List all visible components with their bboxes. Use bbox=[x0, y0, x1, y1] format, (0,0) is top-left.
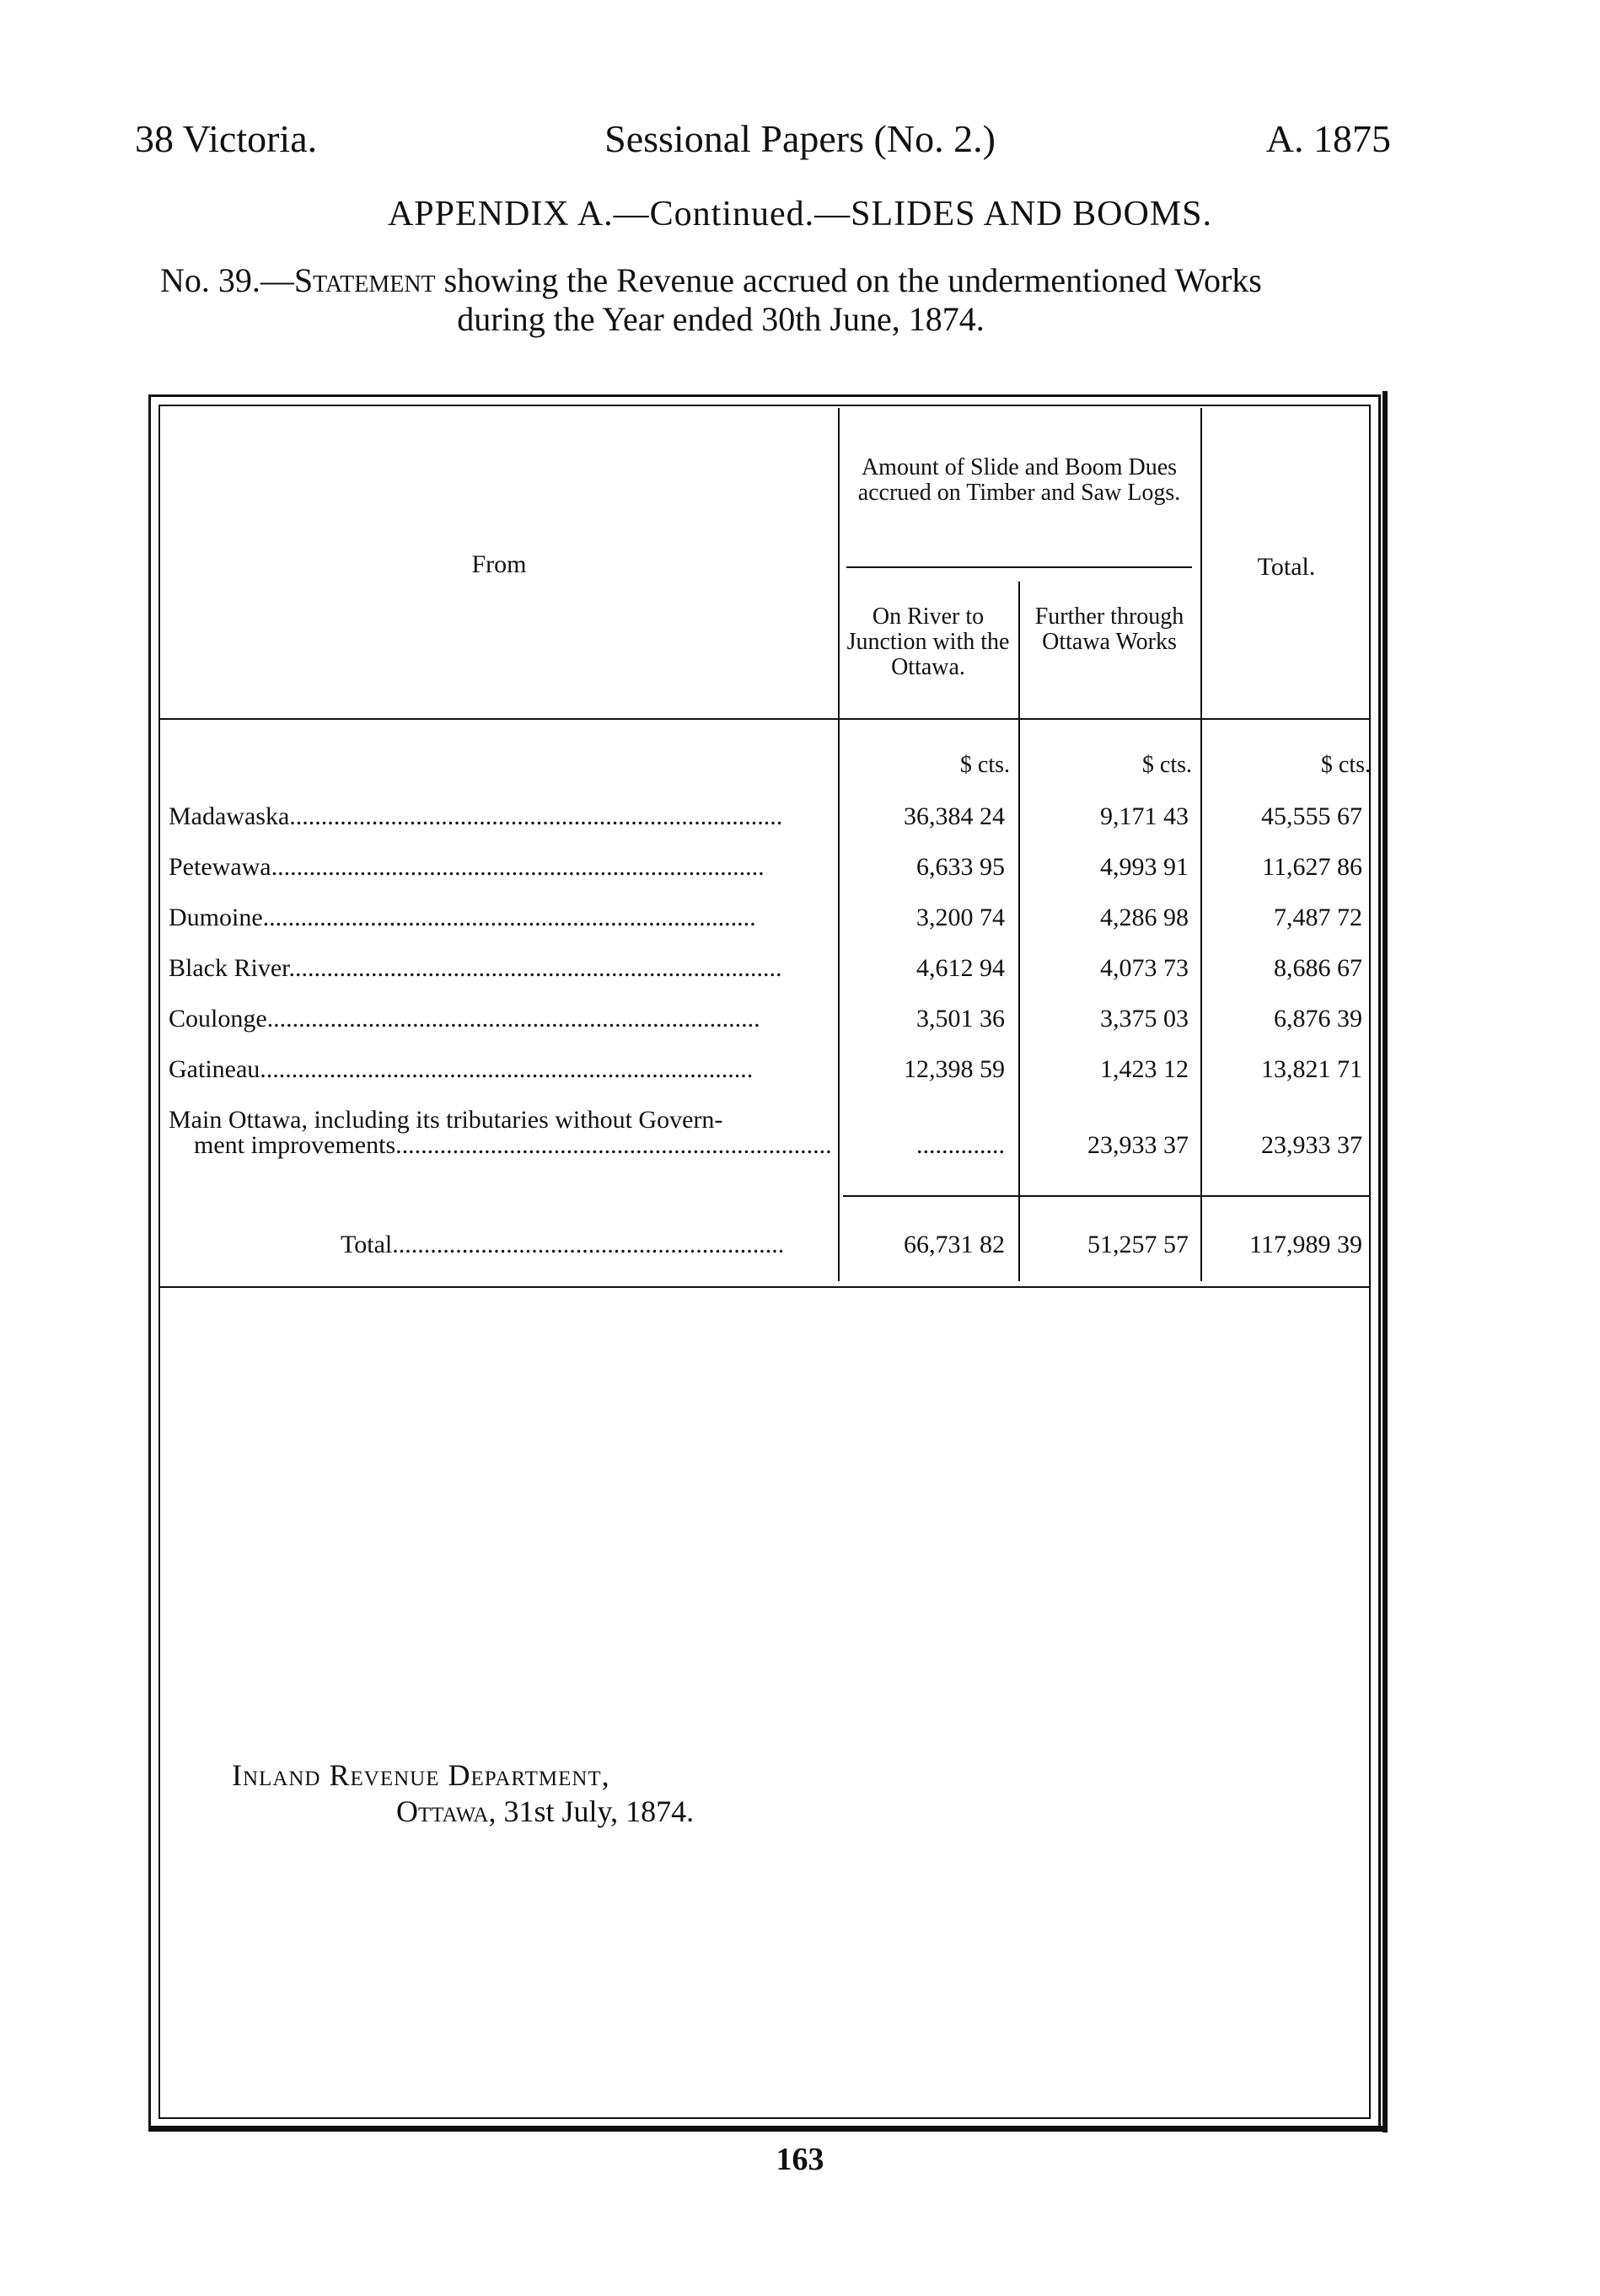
cell-total: 11,627 86 bbox=[1262, 853, 1362, 881]
cell-total-further: 51,257 57 bbox=[1087, 1231, 1189, 1258]
row-label-gatineau: Gatineau.............................................................................. bbox=[169, 1055, 754, 1083]
cell-further: 1,423 12 bbox=[1100, 1055, 1189, 1083]
cell-total-river: 66,731 82 bbox=[904, 1231, 1005, 1258]
row-label-petewawa: Petewawa.............................................................................. bbox=[169, 853, 765, 881]
footer-place: Ottawa bbox=[396, 1794, 489, 1828]
cell-total: 8,686 67 bbox=[1274, 954, 1362, 982]
cell-total: 23,933 37 bbox=[1261, 1131, 1362, 1159]
cell-further: 4,286 98 bbox=[1100, 904, 1189, 931]
cell-further: 3,375 03 bbox=[1100, 1005, 1189, 1033]
row-label-black-river: Black River.............................................................................. bbox=[169, 954, 782, 982]
table-bottom-rule bbox=[160, 1286, 1371, 1288]
column-header-total: Total. bbox=[1257, 553, 1316, 581]
column-subheader-river: On River to Junction with the Ottawa. bbox=[846, 604, 1010, 680]
statement-title bbox=[160, 261, 1383, 339]
cell-total: 6,876 39 bbox=[1274, 1005, 1362, 1033]
row-label-main-ottawa-line2: ment improvements..................................................................... bbox=[194, 1131, 832, 1159]
row-label-total: Total.............................................................. bbox=[341, 1231, 785, 1258]
footer-department: Inland Revenue Department, bbox=[232, 1758, 610, 1792]
column-header-amount: Amount of Slide and Boom Dues accrued on Timber and Saw Logs. bbox=[857, 454, 1181, 506]
cell-river: 4,612 94 bbox=[916, 954, 1005, 982]
cell-river: 3,501 36 bbox=[916, 1005, 1005, 1033]
header-left: 38 Victoria. bbox=[135, 117, 318, 160]
statement-line2: during the Year ended 30th June, 1874. bbox=[457, 300, 985, 338]
cell-total: 7,487 72 bbox=[1274, 904, 1362, 931]
appendix-title: APPENDIX A.—Continued.—SLIDES AND BOOMS. bbox=[387, 195, 1213, 233]
row-label-dumoine: Dumoine.............................................................................. bbox=[169, 904, 756, 931]
cell-river: 36,384 24 bbox=[904, 802, 1005, 830]
header-center: Sessional Papers (No. 2.) bbox=[604, 117, 996, 160]
cell-further: 23,933 37 bbox=[1087, 1131, 1189, 1159]
cell-river: 12,398 59 bbox=[904, 1055, 1005, 1083]
header-right: A. 1875 bbox=[1265, 117, 1391, 160]
cell-further: 4,993 91 bbox=[1100, 853, 1189, 881]
column-header-from: From bbox=[471, 550, 527, 578]
amount-subheader-rule bbox=[846, 566, 1192, 568]
row-label-main-ottawa-line1: Main Ottawa, including its tributaries without Govern- bbox=[169, 1106, 723, 1134]
cell-further: 4,073 73 bbox=[1100, 954, 1189, 982]
column-subheader-further: Further through Ottawa Works bbox=[1034, 604, 1184, 655]
totals-top-rule bbox=[843, 1195, 1371, 1197]
units-river: $ cts. bbox=[959, 752, 1010, 778]
table-frame-inner bbox=[158, 405, 1371, 2119]
statement-line1: showing the Revenue accrued on the undermentioned Works bbox=[435, 261, 1262, 299]
statement-number: No. 39.— bbox=[160, 261, 294, 299]
statement-lead: Statement bbox=[293, 261, 436, 299]
cell-total: 13,821 71 bbox=[1261, 1055, 1362, 1083]
footer-date bbox=[396, 1794, 694, 1829]
row-label-coulonge: Coulonge.............................................................................. bbox=[169, 1005, 760, 1033]
units-total: $ cts. bbox=[1320, 752, 1371, 778]
cell-further: 9,171 43 bbox=[1100, 802, 1189, 830]
table-frame-right-rule bbox=[1383, 391, 1388, 2132]
page-number: 163 bbox=[776, 2142, 824, 2177]
row-label-madawaska: Madawaska.............................................................................. bbox=[169, 802, 783, 830]
table-frame-bottom-rule bbox=[148, 2126, 1388, 2132]
cell-river: 3,200 74 bbox=[916, 904, 1005, 931]
cell-river: 6,633 95 bbox=[916, 853, 1005, 881]
footer-date-text: , 31st July, 1874. bbox=[488, 1794, 695, 1828]
header-bottom-rule bbox=[160, 718, 1371, 720]
cell-river: .............. bbox=[916, 1131, 1005, 1159]
units-further: $ cts. bbox=[1141, 752, 1192, 778]
cell-total: 45,555 67 bbox=[1261, 802, 1362, 830]
cell-total-total: 117,989 39 bbox=[1249, 1231, 1362, 1258]
